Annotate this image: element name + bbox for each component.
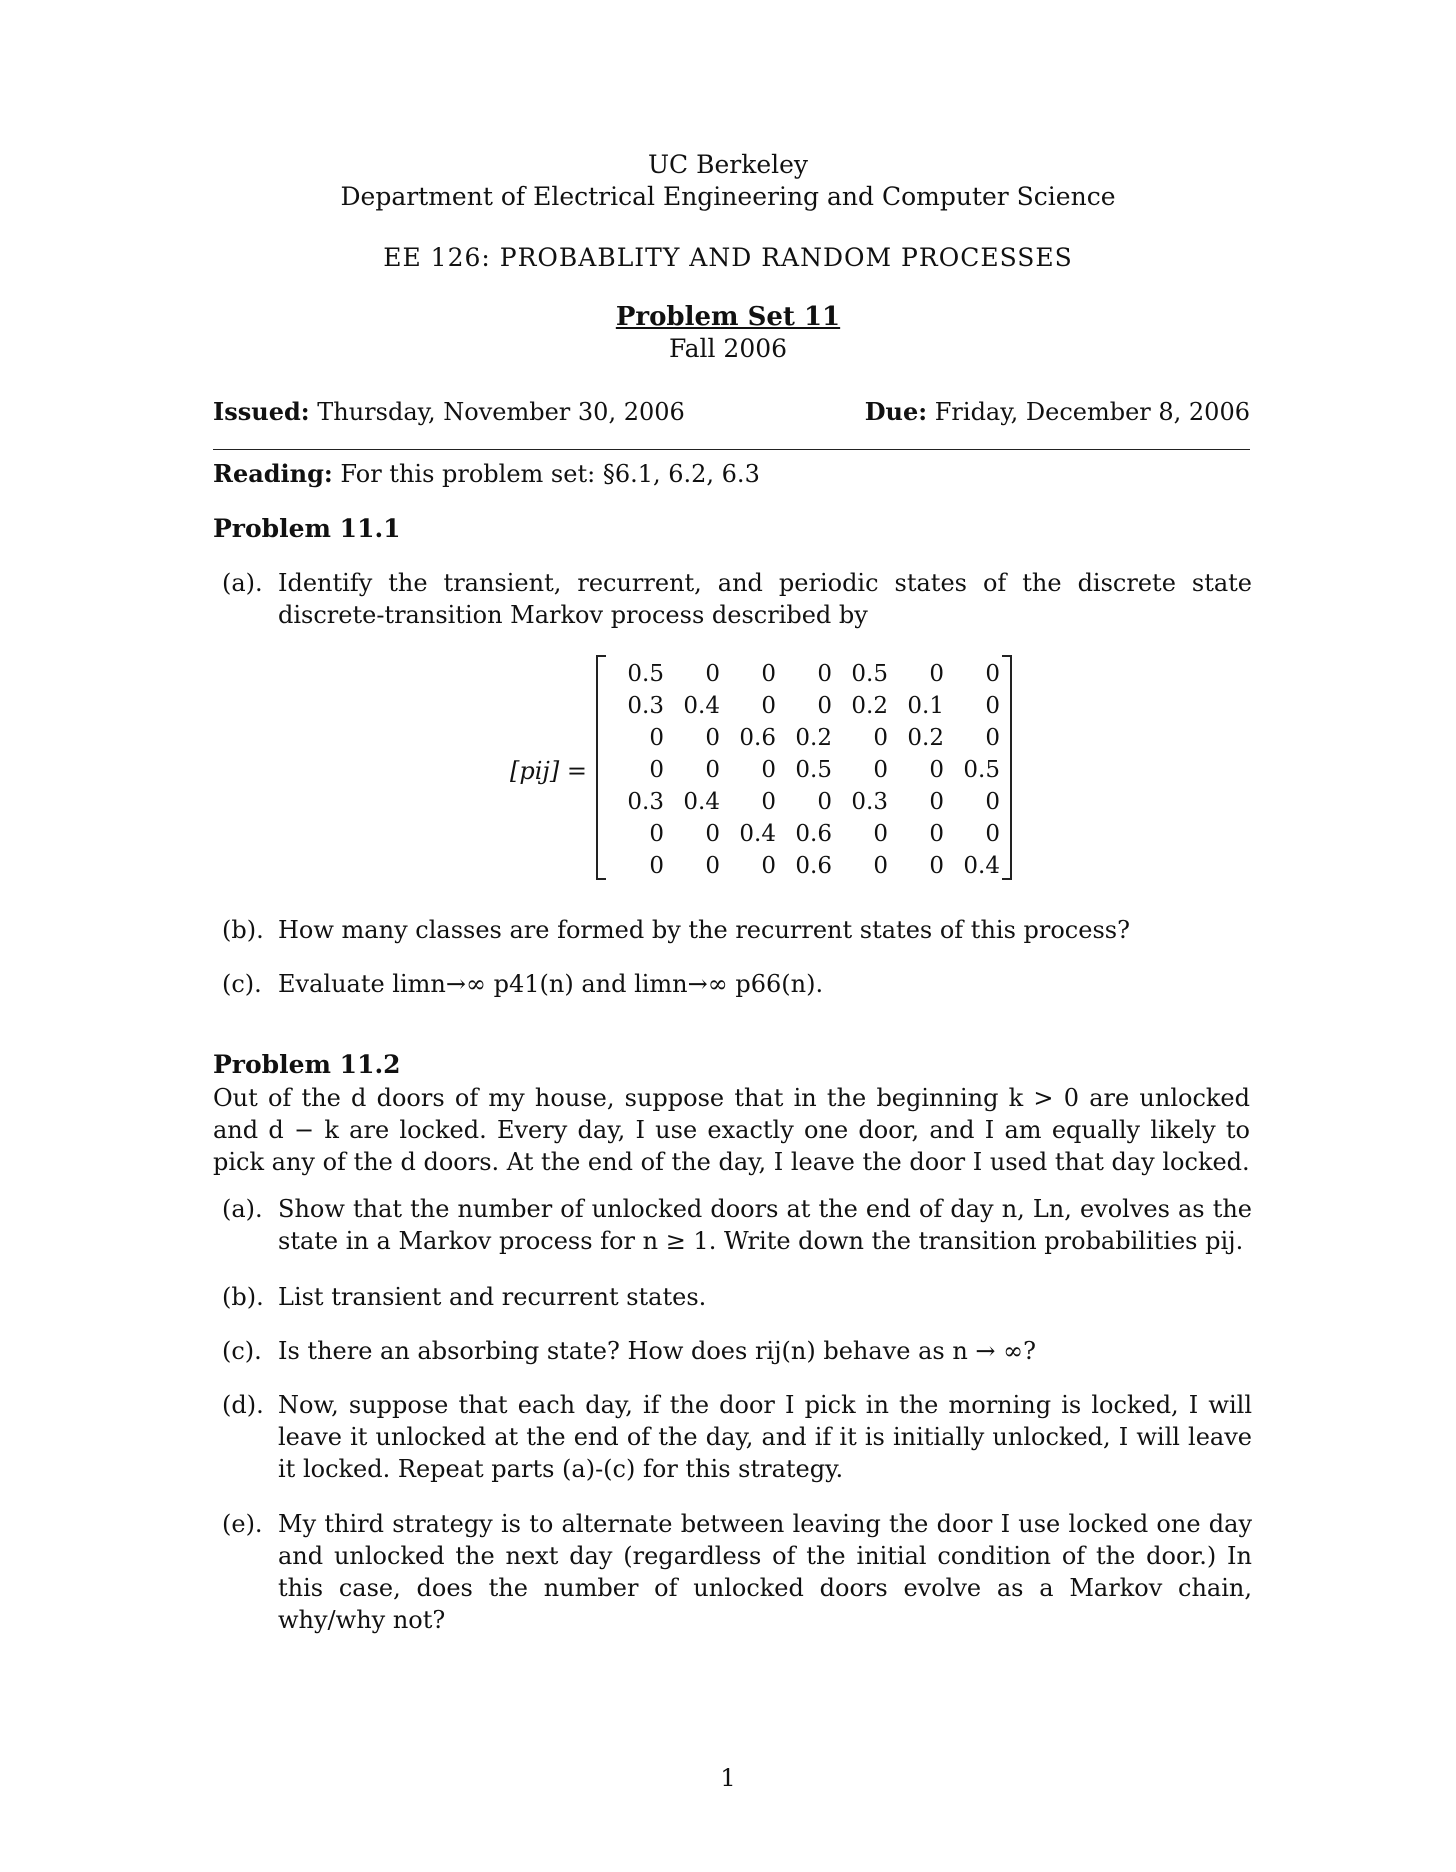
matrix-cell: 0 bbox=[817, 661, 832, 687]
matrix-cell: 0.4 bbox=[683, 693, 720, 719]
matrix-cell: 0 bbox=[705, 821, 720, 847]
part-label: (e). bbox=[222, 1510, 263, 1538]
matrix-cell: 0 bbox=[649, 853, 664, 879]
matrix-cell: 0 bbox=[817, 693, 832, 719]
matrix-cell: 0.5 bbox=[627, 661, 664, 687]
title-wrapper bbox=[0, 302, 1456, 332]
problem-11-1-part-a bbox=[222, 567, 1252, 631]
matrix-cell: 0 bbox=[873, 757, 888, 783]
matrix-cell: 0.3 bbox=[851, 789, 888, 815]
matrix-cell: 0 bbox=[985, 661, 1000, 687]
part-label: (a). bbox=[222, 1195, 263, 1223]
problem-11-2-intro: Out of the d doors of my house, suppose that in the beginning k > 0 are unlocked and d − k are locked. Every day, I use exactly one door, and I am equally likely to pick any of the d doors. At the end of the day, I leave the door I used that day locked. bbox=[213, 1084, 1250, 1176]
matrix-cell: 0.3 bbox=[627, 789, 664, 815]
matrix-cell: 0 bbox=[649, 757, 664, 783]
due-value: Friday, December 8, 2006 bbox=[934, 398, 1250, 426]
term: Fall 2006 bbox=[668, 334, 788, 363]
matrix-cell: 0 bbox=[985, 725, 1000, 751]
matrix-cell: 0 bbox=[761, 789, 776, 815]
matrix-cell: 0.6 bbox=[739, 725, 776, 751]
matrix-lhs: [pij] = bbox=[510, 757, 587, 785]
page-number: 1 bbox=[720, 1764, 736, 1792]
matrix-cell: 0.6 bbox=[795, 853, 832, 879]
problem-11-1-part-c bbox=[222, 968, 1252, 1000]
part-text: Now, suppose that each day, if the door I pick in the morning is locked, I will leave it unlocked at the end of the day, and if it is initially unlocked, I will leave it locked. Repeat parts (a)-(c) for this strategy. bbox=[278, 1391, 1252, 1483]
matrix-cell: 0.4 bbox=[683, 789, 720, 815]
matrix-cell: 0 bbox=[929, 821, 944, 847]
matrix-row bbox=[608, 658, 1000, 690]
matrix-cell: 0.6 bbox=[795, 821, 832, 847]
part-label: (d). bbox=[222, 1391, 264, 1419]
matrix-row bbox=[608, 818, 1000, 850]
matrix-cell: 0 bbox=[873, 725, 888, 751]
matrix-cell: 0 bbox=[929, 757, 944, 783]
matrix-cell: 0 bbox=[761, 853, 776, 879]
matrix-cell: 0 bbox=[985, 821, 1000, 847]
issued-value: Thursday, November 30, 2006 bbox=[317, 398, 685, 426]
matrix-cell: 0.5 bbox=[963, 757, 1000, 783]
matrix-cell: 0 bbox=[929, 853, 944, 879]
matrix-cell: 0 bbox=[873, 821, 888, 847]
problem-11-2-part-b bbox=[222, 1281, 1252, 1313]
problem-11-2-part-c bbox=[222, 1335, 1252, 1367]
matrix-cell: 0.2 bbox=[795, 725, 832, 751]
matrix-cell: 0.5 bbox=[795, 757, 832, 783]
problem-11-2-part-a bbox=[222, 1193, 1252, 1257]
reading-label: Reading: bbox=[213, 459, 333, 488]
university-name: UC Berkeley bbox=[647, 150, 809, 179]
reading-line bbox=[213, 458, 760, 490]
matrix-cell: 0.4 bbox=[739, 821, 776, 847]
part-text: List transient and recurrent states. bbox=[278, 1283, 707, 1311]
matrix-cell: 0.3 bbox=[627, 693, 664, 719]
matrix-row bbox=[608, 722, 1000, 754]
matrix-right-bracket bbox=[1002, 655, 1012, 880]
part-label: (b). bbox=[222, 1283, 264, 1311]
matrix-cell: 0 bbox=[985, 789, 1000, 815]
matrix-cell: 0 bbox=[761, 661, 776, 687]
part-label: (a). bbox=[222, 569, 263, 597]
transition-matrix bbox=[608, 658, 1000, 882]
matrix-cell: 0.2 bbox=[907, 725, 944, 751]
matrix-cell: 0.1 bbox=[907, 693, 944, 719]
matrix-row bbox=[608, 850, 1000, 882]
matrix-left-bracket bbox=[596, 655, 606, 880]
issued-label: Issued: bbox=[213, 397, 310, 426]
reading-text: For this problem set: §6.1, 6.2, 6.3 bbox=[340, 460, 760, 488]
part-label: (c). bbox=[222, 970, 262, 998]
part-text: How many classes are formed by the recurrent states of this process? bbox=[278, 916, 1130, 944]
problem-11-1-heading: Problem 11.1 bbox=[213, 514, 401, 543]
matrix-row bbox=[608, 754, 1000, 786]
matrix-cell: 0 bbox=[705, 757, 720, 783]
matrix-cell: 0 bbox=[985, 693, 1000, 719]
due-date bbox=[865, 396, 1250, 428]
part-text: Is there an absorbing state? How does rij(n) behave as n → ∞? bbox=[278, 1337, 1037, 1365]
problem-set-title: Problem Set 11 bbox=[615, 302, 841, 332]
part-label: (c). bbox=[222, 1337, 262, 1365]
matrix-cell: 0 bbox=[817, 789, 832, 815]
matrix-cell: 0.2 bbox=[851, 693, 888, 719]
matrix-cell: 0 bbox=[761, 757, 776, 783]
problem-11-2-heading: Problem 11.2 bbox=[213, 1050, 401, 1079]
matrix-cell: 0 bbox=[929, 661, 944, 687]
matrix-cell: 0.5 bbox=[851, 661, 888, 687]
matrix-cell: 0 bbox=[929, 789, 944, 815]
part-text: Evaluate limn→∞ p41(n) and limn→∞ p66(n). bbox=[278, 970, 824, 998]
matrix-cell: 0 bbox=[873, 853, 888, 879]
matrix-cell: 0.4 bbox=[963, 853, 1000, 879]
part-text: My third strategy is to alternate between leaving the door I use locked one day and unlocked the next day (regardless of the initial condition of the door.) In this case, does the number of unlocked doors evolve as a Markov chain, why/why not? bbox=[278, 1510, 1252, 1634]
part-label: (b). bbox=[222, 916, 264, 944]
course-title: EE 126: PROBABLITY AND RANDOM PROCESSES bbox=[383, 243, 1073, 272]
issued-date bbox=[213, 396, 685, 428]
department-name: Department of Electrical Engineering and Computer Science bbox=[340, 182, 1116, 211]
matrix-row bbox=[608, 690, 1000, 722]
matrix-cell: 0 bbox=[705, 853, 720, 879]
problem-11-2-part-e bbox=[222, 1508, 1252, 1636]
problem-11-1-part-b bbox=[222, 914, 1252, 946]
part-text: Show that the number of unlocked doors at the end of day n, Ln, evolves as the state in a Markov process for n ≥ 1. Write down the transition probabilities pij. bbox=[278, 1195, 1252, 1255]
matrix-row bbox=[608, 786, 1000, 818]
matrix-cell: 0 bbox=[705, 661, 720, 687]
matrix-cell: 0 bbox=[649, 821, 664, 847]
matrix-cell: 0 bbox=[649, 725, 664, 751]
header-divider bbox=[213, 449, 1250, 450]
matrix-cell: 0 bbox=[705, 725, 720, 751]
problem-11-2-part-d bbox=[222, 1389, 1252, 1485]
due-label: Due: bbox=[864, 397, 928, 426]
part-text: Identify the transient, recurrent, and periodic states of the discrete state discrete-transition Markov process described by bbox=[278, 569, 1252, 629]
matrix-cell: 0 bbox=[761, 693, 776, 719]
